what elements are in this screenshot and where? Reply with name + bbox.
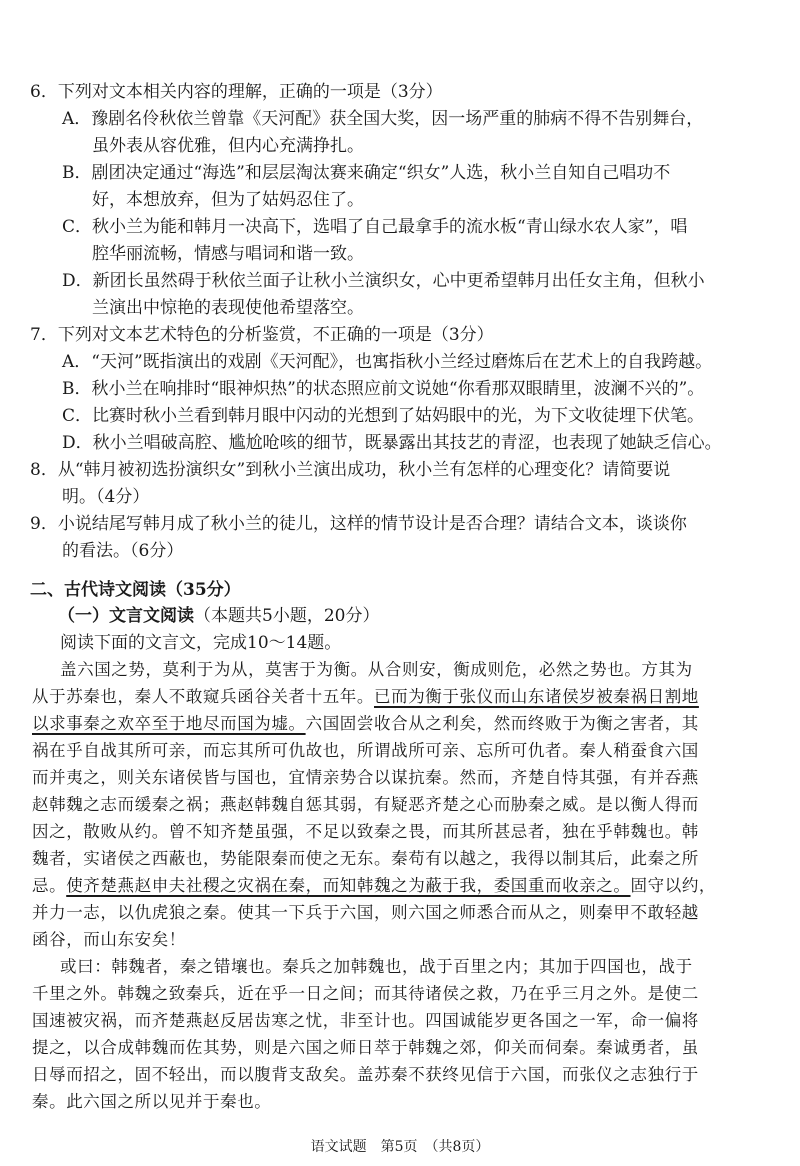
q7-option-b: B．秋小兰在响排时“眼神炽热”的状态照应前文说她“你看那双眼睛里，波澜不兴的”。: [62, 379, 705, 399]
classical-line-7: 因之，散败从约。曾不知齐楚虽强，不足以致秦之畏，而其所甚忌者，独在乎韩魏也。韩: [32, 822, 699, 841]
q6-stem: 6．下列对文本相关内容的理解，正确的一项是（3分）: [30, 82, 443, 102]
q6-option-b-line2: 好，本想放弃，但为了姑妈忍住了。: [92, 190, 364, 210]
q8-line1: 8．从“韩月被初选扮演织女”到秋小兰演出成功，秋小兰有怎样的心理变化？请简要说: [30, 460, 671, 480]
classical-line-16: 日辱而招之，固不轻出，而以腹背支敌矣。盖苏秦不获终见信于六国，而张仪之志独行于: [32, 1065, 699, 1084]
classical-line-11: 函谷，而山东安矣！: [32, 930, 186, 949]
classical-line-8: 魏者，实诸侯之西蔽也，势能限秦而使之无东。秦苟有以越之，我得以制其后，此秦之所: [32, 849, 699, 868]
classical-line-5: 而并夷之，则关东诸侯皆与国也，宜情亲势合以谋抗秦。然而，齐楚自恃其强，有并吞燕: [32, 768, 699, 787]
classical-line-2a: 从于苏秦也，秦人不敢窥兵函谷关者十五年。: [32, 687, 374, 706]
q6-option-d-line2: 兰演出中惊艳的表现使他希望落空。: [92, 298, 364, 318]
classical-line-1: 盖六国之势，莫利于为从，莫害于为衡。从合则安，衡成则危，必然之势也。方其为: [60, 660, 693, 679]
q9-line1: 9．小说结尾写韩月成了秋小兰的徒儿，这样的情节设计是否合理？请结合文本，谈谈你: [30, 514, 687, 534]
q6-option-d-line1: D．新团长虽然碍于秋依兰面子让秋小兰演织女，心中更希望韩月出任女主角，但秋小: [62, 271, 705, 291]
underlined-sentence-1b: 以求事秦之欢卒至于地尽而国为墟。: [32, 714, 306, 733]
classical-line-9c: 固守以约，: [630, 876, 717, 895]
classical-line-10: 并力一志，以仇虎狼之秦。使其一下兵于六国，则六国之师悉合而从之，则秦甲不敢轻越: [32, 903, 699, 922]
subsection-note: （本题共5小题，20分）: [194, 606, 380, 626]
q8-line2: 明。（4分）: [62, 487, 150, 507]
classical-line-9: [32, 874, 716, 898]
classical-line-9a: 忌。: [32, 876, 67, 895]
q7-option-c: C．比赛时秋小兰看到韩月眼中闪动的光想到了姑妈眼中的光，为下文收徒埋下伏笔。: [62, 406, 705, 426]
classical-line-2: [32, 685, 699, 709]
classical-line-14: 国速被灾祸，而齐楚燕赵反居齿寒之忧，非至计也。四国诚能岁更各国之一军，命一偏将: [32, 1011, 699, 1030]
q6-option-c-line1: C．秋小兰为能和韩月一决高下，选唱了自己最拿手的流水板“青山绿水农人家”，唱: [62, 217, 688, 237]
classical-line-13: 千里之外。韩魏之致秦兵，近在乎一日之间；而其待诸侯之救，乃在乎三月之外。是使二: [32, 984, 699, 1003]
classical-line-17: 秦。此六国之所以见并于秦也。: [32, 1092, 272, 1111]
q7-stem: 7．下列对文本艺术特色的分析鉴赏，不正确的一项是（3分）: [30, 325, 494, 345]
classical-line-12: 或曰：韩魏者，秦之错壤也。秦兵之加韩魏也，战于百里之内；其加于四国也，战于: [60, 957, 693, 976]
q6-option-a-line2: 虽外表从容优雅，但内心充满挣扎。: [92, 136, 364, 156]
q6-option-a-line1: A．豫剧名伶秋依兰曾靠《天河配》获全国大奖，因一场严重的肺病不得不告别舞台，: [62, 109, 704, 129]
q7-option-a: A．“天河”既指演出的戏剧《天河配》，也寓指秋小兰经过磨炼后在艺术上的自我跨越。: [62, 352, 713, 372]
q6-option-b-line1: B．剧团决定通过“海选”和层层淘汰赛来确定“织女”人选，秋小兰自知自己唱功不: [62, 163, 671, 183]
q6-option-c-line2: 腔华丽流畅，情感与唱词和谐一致。: [92, 244, 364, 264]
classical-line-15: 提之，以合成韩魏而佐其势，则是六国之师日萃于韩魏之郊，仰关而伺秦。秦诚勇者，虽: [32, 1038, 699, 1057]
q7-option-d: D．秋小兰唱破高腔、尴尬呛咳的细节，既暴露出其技艺的青涩，也表现了她缺乏信心。: [62, 433, 722, 453]
underlined-sentence-2: 使齐楚燕赵申夫社稷之灾祸在秦，而知韩魏之为蔽于我，委国重而收亲之。: [66, 876, 631, 895]
reading-instruction: 阅读下面的文言文，完成10～14题。: [60, 633, 342, 653]
underlined-sentence-1a: 已而为衡于张仪而山东诸侯岁被秦祸日割地: [374, 687, 699, 706]
classical-line-3b: 六国固尝收合从之利矣，然而终败于为衡之害者，其: [305, 714, 699, 733]
classical-line-4: 祸在乎自战其所可亲，而忘其所可仇故也，所谓战所可亲、忘所可仇者。秦人稍蚕食六国: [32, 741, 699, 760]
classical-line-6: 赵韩魏之志而缓秦之祸；燕赵韩魏自惩其弱，有疑恶齐楚之心而胁秦之威。是以衡人得而: [32, 795, 699, 814]
classical-line-3: [32, 712, 699, 736]
subsection-title: [58, 604, 379, 628]
q9-line2: 的看法。（6分）: [62, 541, 184, 561]
page-footer: 语文试题 第5页 （共8页）: [310, 1139, 490, 1155]
section-title: 二、古代诗文阅读（35分）: [30, 580, 241, 600]
subsection-label: （一）文言文阅读: [58, 606, 194, 626]
